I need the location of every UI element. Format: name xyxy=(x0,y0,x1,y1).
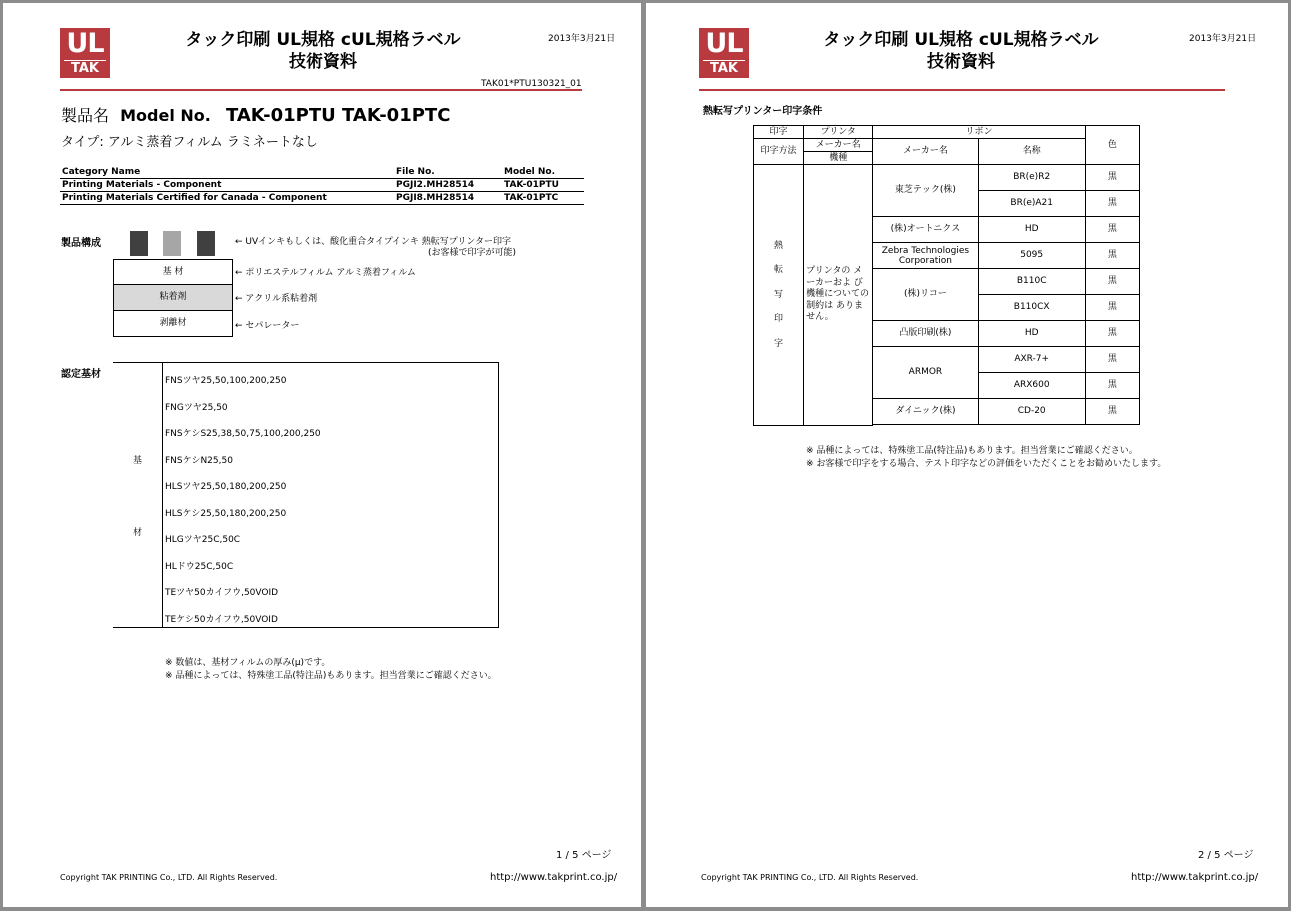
website-link[interactable]: http://www.takprint.co.jp/ xyxy=(490,872,618,883)
logo-ul-text: UL xyxy=(705,28,743,59)
table-row: Zebra Technologies Corporation 5095 黒 xyxy=(754,243,1140,269)
method-cell: 熱 転 写 印 字 xyxy=(754,165,804,426)
list-item: TEツヤ50カイフウ,50VOID xyxy=(165,588,279,598)
table-row: ARX600 黒 xyxy=(754,373,1140,399)
ink-black-block xyxy=(197,231,215,256)
table-header-row: Category Name File No. Model No. xyxy=(60,166,584,179)
document-title: タック印刷 UL規格 cUL規格ラベル 技術資料 xyxy=(185,30,461,72)
document-page-1 xyxy=(3,3,641,907)
ul-tak-logo xyxy=(60,28,110,78)
page-number: 1 / 5 ページ xyxy=(556,850,612,861)
layer-note: ← アクリル系粘着剤 xyxy=(235,294,318,304)
header-rule xyxy=(60,89,582,91)
list-item: HLドウ25C,50C xyxy=(165,561,234,572)
list-item: FNSケシS25,38,50,75,100,200,250 xyxy=(165,429,321,439)
section-title: 熱転写プリンター印字条件 xyxy=(703,106,823,117)
ink-note-sub: (お客様で印字が可能) xyxy=(428,248,517,258)
layer-adhesive: 粘着剤 xyxy=(113,284,233,311)
document-date: 2013年3月21日 xyxy=(548,34,616,44)
list-item: HLGツヤ25C,50C xyxy=(165,535,241,545)
list-item: TEケシ50カイフウ,50VOID xyxy=(165,614,278,625)
document-date: 2013年3月21日 xyxy=(1189,34,1257,44)
list-item: HLSツヤ25,50,180,200,250 xyxy=(165,482,287,492)
document-title: タック印刷 UL規格 cUL規格ラベル 技術資料 xyxy=(823,30,1099,72)
copyright: Copyright TAK PRINTING Co., LTD. All Rights Reserved. xyxy=(701,873,919,882)
structure-label: 製品構成 xyxy=(61,238,101,249)
table-row: BR(e)A21 黒 xyxy=(754,191,1140,217)
logo-tak-text: TAK xyxy=(710,61,738,76)
logo-tak-text: TAK xyxy=(71,61,99,76)
printer-note-cell: プリンタの メーカーおよ び 機種についての制約は ありません。 xyxy=(804,165,873,426)
ink-note: ← UVインキもしくは、酸化重合タイプインキ 熱転写プリンター印字 xyxy=(235,237,512,247)
ribbon-table xyxy=(753,125,1140,426)
layer-note: ← ポリエステルフィルム アルミ蒸着フィルム xyxy=(235,268,416,278)
table-header-row: 印字 プリンタ リボン 色 xyxy=(754,126,1140,139)
table-row: B110CX 黒 xyxy=(754,295,1140,321)
layer-liner: 剥離材 xyxy=(113,310,233,337)
layer-substrate: 基 材 xyxy=(113,259,233,285)
document-id: TAK01*PTU130321_01 xyxy=(481,79,582,89)
website-link[interactable]: http://www.takprint.co.jp/ xyxy=(1131,872,1259,883)
note: ※ お客様で印字をする場合、テスト印字などの評価をいただくことをお勧めいたします。 xyxy=(806,459,1167,469)
list-item: FNSツヤ25,50,100,200,250 xyxy=(165,376,287,386)
product-heading: 製品名 Model No. TAK-01PTU TAK-01PTC xyxy=(61,105,451,126)
ink-gray-block xyxy=(163,231,181,256)
substrate-list xyxy=(165,368,321,633)
header-rule xyxy=(699,89,1225,91)
table-row: ARMOR AXR-7+ 黒 xyxy=(754,347,1140,373)
list-item: HLSケシ25,50,180,200,250 xyxy=(165,508,287,519)
table-row: Printing Materials - Component PGJI2.MH28514 TAK-01PTU xyxy=(60,179,584,192)
product-type: タイプ: アルミ蒸着フィルム ラミネートなし xyxy=(61,135,318,150)
substrate-label: 認定基材 xyxy=(61,369,101,380)
note: ※ 品種によっては、特殊塗工品(特注品)もあります。担当営業にご確認ください。 xyxy=(806,446,1138,456)
table-header-row: 印字方法 メーカー名 メーカー名 名称 xyxy=(754,139,1140,152)
category-table xyxy=(60,166,584,205)
logo-ul-text: UL xyxy=(66,28,104,59)
ink-black-block xyxy=(130,231,148,256)
ul-tak-logo xyxy=(699,28,749,78)
table-row: (株)オートニクス HD 黒 xyxy=(754,217,1140,243)
list-item: FNSケシN25,50 xyxy=(165,455,233,466)
table-row: Printing Materials Certified for Canada - Component PGJI8.MH28514 TAK-01PTC xyxy=(62,193,559,203)
page-number: 2 / 5 ページ xyxy=(1198,850,1254,861)
note: ※ 品種によっては、特殊塗工品(特注品)もあります。担当営業にご確認ください。 xyxy=(165,671,497,681)
table-row: ダイニック(株) CD-20 黒 xyxy=(754,399,1140,425)
document-page-2 xyxy=(646,3,1288,907)
note: ※ 数値は、基材フィルムの厚み(μ)です。 xyxy=(165,658,331,668)
table-row: (株)リコー B110C 黒 xyxy=(754,269,1140,295)
substrate-table xyxy=(113,362,499,628)
table-row: 凸版印刷(株) HD 黒 xyxy=(754,321,1140,347)
copyright: Copyright TAK PRINTING Co., LTD. All Rights Reserved. xyxy=(60,873,278,882)
table-header-row: 機種 xyxy=(754,152,1140,165)
substrate-column-header: 基 材 xyxy=(113,363,163,627)
layer-note: ← セパレーター xyxy=(235,321,300,331)
list-item: FNGツヤ25,50 xyxy=(165,402,228,413)
table-row: 熱 転 写 印 字 プリンタの メーカーおよ び 機種についての制約は ありません。 東芝テック(株) BR(e)R2 黒 xyxy=(754,165,1140,191)
